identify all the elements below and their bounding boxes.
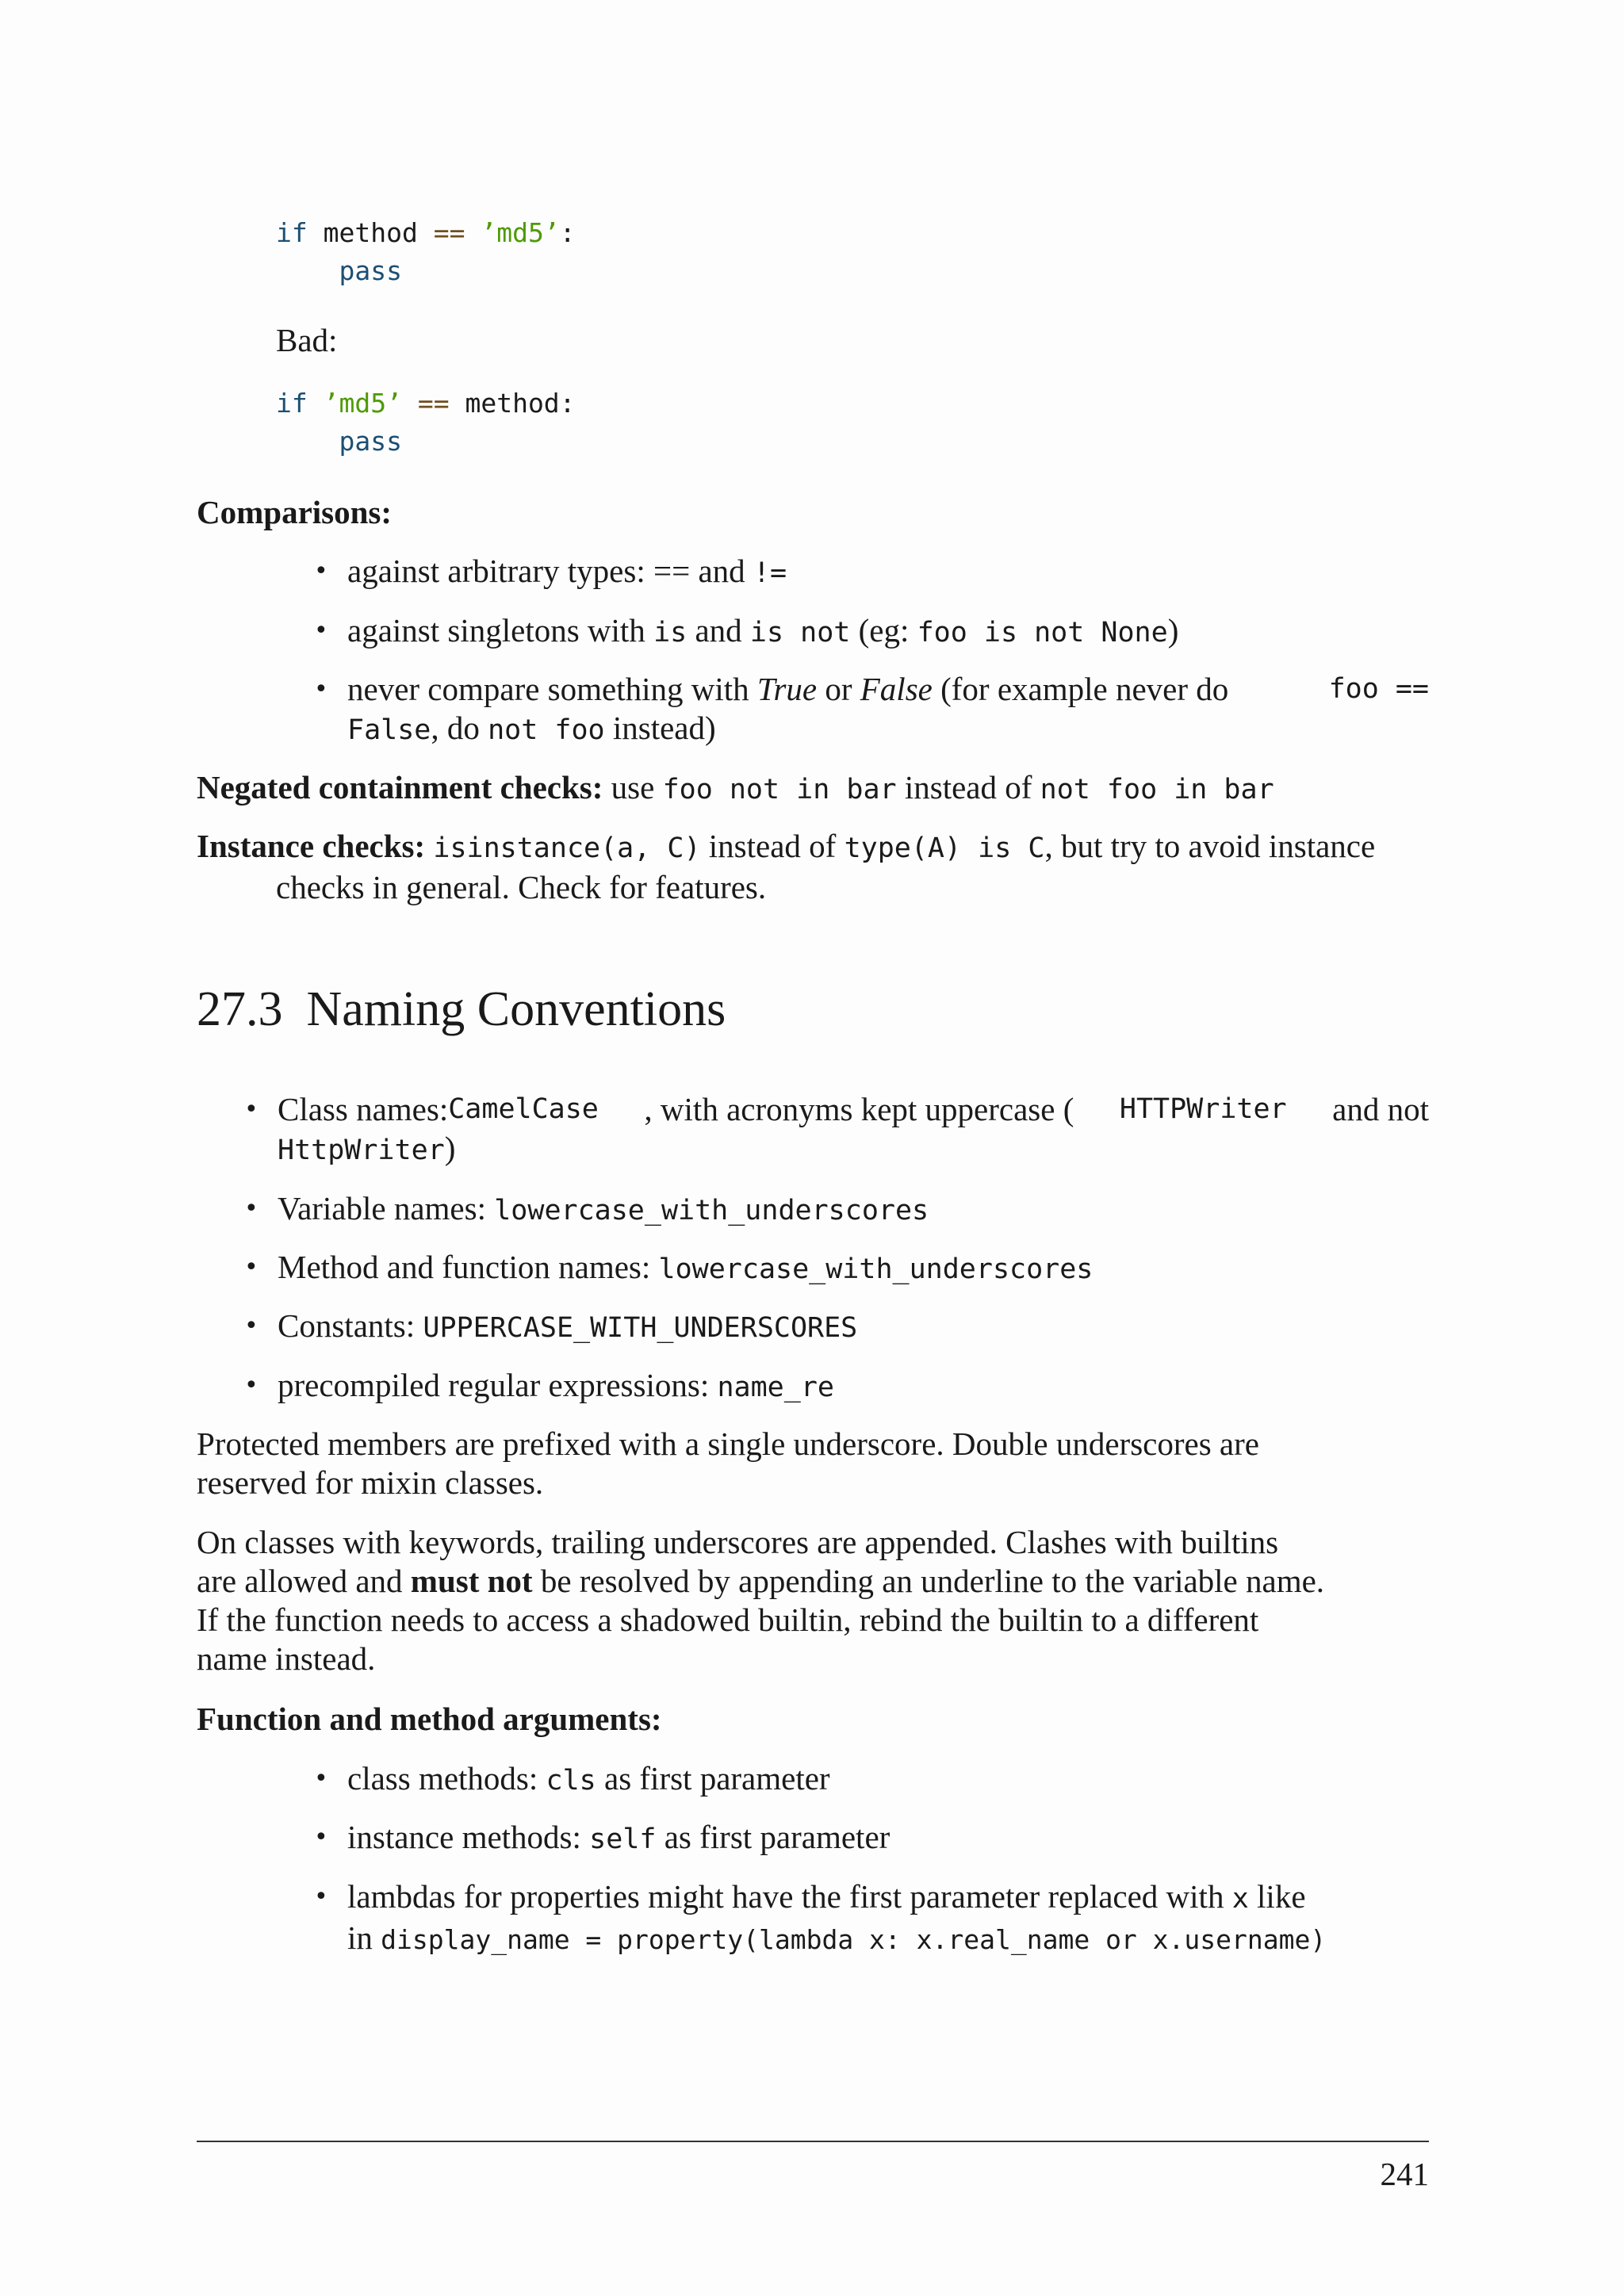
bad-label: Bad: (276, 322, 338, 358)
bullet-icon: • (244, 1253, 259, 1281)
list-item: • Constants: UPPERCASE_WITH_UNDERSCORES (244, 1307, 858, 1344)
code-string: ’md5’ (323, 388, 402, 419)
page-number: 241 (1380, 2156, 1429, 2192)
list-item: • instance methods: self as first parameter (314, 1819, 891, 1855)
code-string: ’md5’ (481, 217, 560, 248)
list-item: • lambdas for properties might have the first parameter replaced with x like in display_name = property(lambda x: x.real_name or x.username) (314, 1878, 1327, 1956)
code-keyword: pass (339, 426, 402, 457)
code-keyword: if (276, 217, 308, 248)
code-block-bad (276, 385, 576, 461)
bullet-icon: • (244, 1372, 259, 1399)
code-keyword: pass (339, 255, 402, 286)
code-block-good (276, 214, 576, 290)
code-operator: == (417, 388, 450, 419)
code-variable: method (323, 217, 418, 248)
bullet-icon: • (314, 675, 328, 703)
list-item: • Method and function names: lowercase_with_underscores (244, 1249, 1094, 1285)
document-page (197, 0, 1429, 2296)
arguments-heading: Function and method arguments: (197, 1701, 662, 1737)
bullet-icon: • (314, 617, 328, 645)
footer-rule (197, 2141, 1429, 2142)
bullet-icon: • (244, 1096, 259, 1123)
list-item: • precompiled regular expressions: name_re (244, 1367, 834, 1403)
instance-checks: Instance checks: isinstance(a, C) instead of type(A) is C, but try to avoid instance checks in general. Check for features. (197, 828, 1376, 905)
bullet-icon: • (314, 1765, 328, 1793)
comparisons-heading: Comparisons: (197, 494, 393, 530)
bullet-icon: • (314, 1883, 328, 1911)
code-operator: == (433, 217, 465, 248)
bullet-icon: • (244, 1195, 259, 1223)
paragraph-keywords: On classes with keywords, trailing underscores are appended. Clashes with builtins are allowed and must not be resolved by appending an underline to the variable name. If the function needs to access a shadowed builtin, rebind the builtin to a different name instead. (197, 1524, 1325, 1677)
bullet-icon: • (314, 1823, 328, 1851)
list-item: • against arbitrary types: == and != (314, 553, 787, 589)
list-item: • never compare something with True or False (for example never do foo == False, do not foo instead) (314, 671, 1429, 746)
bullet-icon: • (244, 1312, 259, 1340)
code-colon: : (559, 217, 576, 248)
code-variable: method: (465, 388, 576, 419)
section-title: 27.3 Naming Conventions (197, 982, 726, 1036)
list-item: • Class names: CamelCase , with acronyms kept uppercase ( HTTPWriter and not HttpWriter) (244, 1091, 1429, 1166)
code-keyword: if (276, 388, 308, 419)
list-item: • class methods: cls as first parameter (314, 1760, 830, 1797)
list-item: • against singletons with is and is not (eg: foo is not None) (314, 612, 1179, 649)
paragraph-protected: Protected members are prefixed with a single underscore. Double underscores are reserved for mixin classes. (197, 1425, 1259, 1501)
negated-containment: Negated containment checks: use foo not in bar instead of not foo in bar (197, 769, 1274, 806)
list-item: • Variable names: lowercase_with_underscores (244, 1190, 929, 1226)
bullet-icon: • (314, 557, 328, 585)
